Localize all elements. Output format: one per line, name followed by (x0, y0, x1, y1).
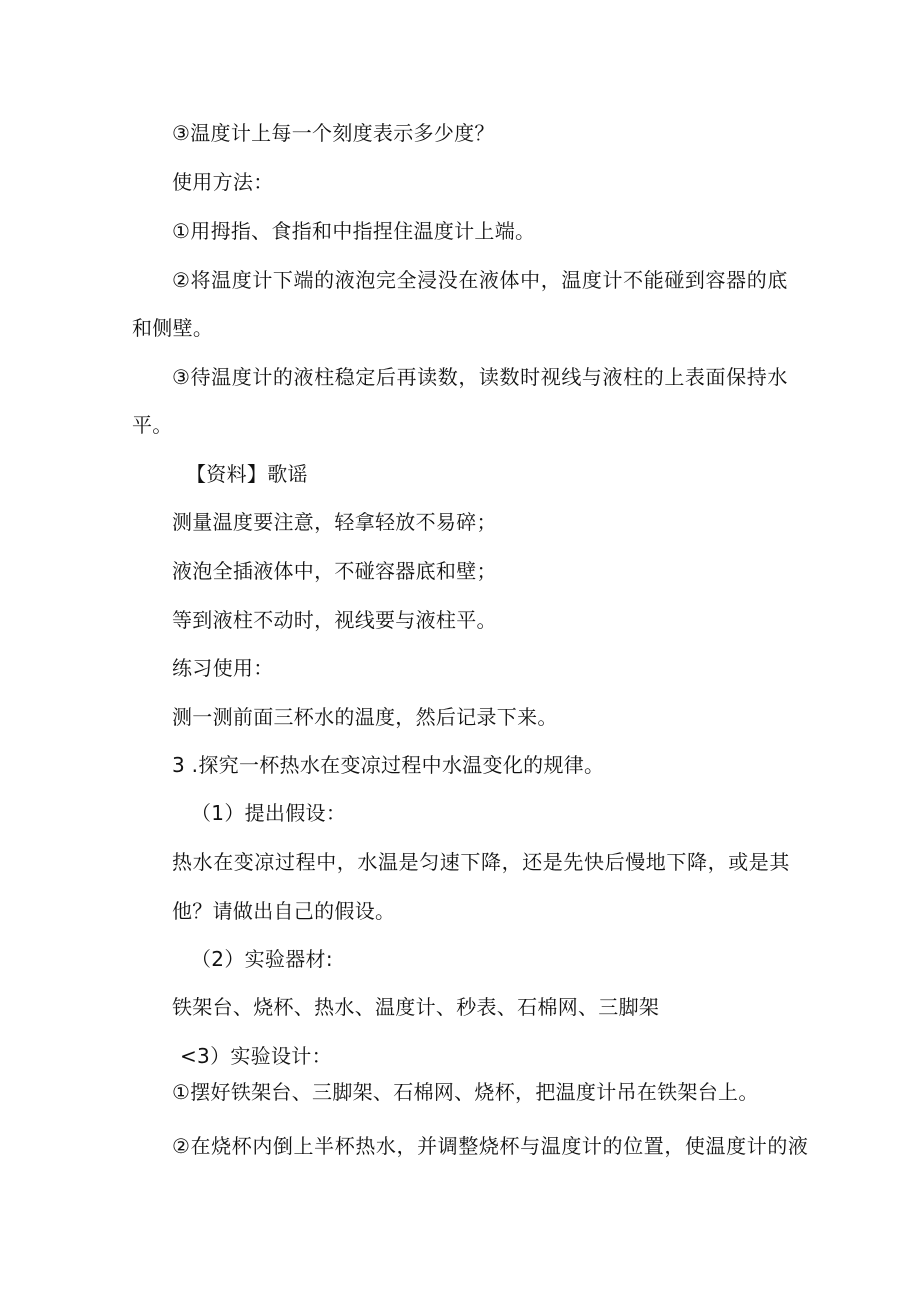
paragraph-line: ③待温度计的液柱稳定后再读数，读数时视线与液柱的上表面保持水 (172, 365, 788, 389)
paragraph-line: ②在烧杯内倒上半杯热水，并调整烧杯与温度计的位置，使温度计的液 (172, 1134, 809, 1158)
paragraph-line: ③温度计上每一个刻度表示多少度？ (172, 121, 495, 145)
paragraph-line: 使用方法： (172, 170, 274, 194)
paragraph-line: 热水在变凉过程中，水温是匀速下降，还是先快后慢地下降，或是其 (172, 850, 790, 874)
paragraph-line: 平。 (132, 413, 173, 437)
paragraph-line: 液泡全插液体中，不碰容器底和壁； (172, 559, 497, 583)
paragraph-line: 练习使用： (172, 656, 274, 680)
paragraph-line: 铁架台、烧杯、热水、温度计、秒表、石棉网、三脚架 (172, 995, 660, 1019)
paragraph-line: 等到液柱不动时，视线要与液柱平。 (172, 608, 497, 632)
section-heading: 【资料】歌谣 (186, 462, 308, 486)
paragraph-line: ①用拇指、食指和中指捏住温度计上端。 (172, 219, 536, 243)
paragraph-line: ①摆好铁架台、三脚架、石棉网、烧杯，把温度计吊在铁架台上。 (172, 1080, 759, 1104)
paragraph-line: 他？请做出自己的假设。 (172, 899, 396, 923)
paragraph-line: 和侧壁。 (132, 316, 214, 340)
paragraph-line: ②将温度计下端的液泡完全浸没在液体中，温度计不能碰到容器的底 (172, 268, 788, 292)
paragraph-line: 测一测前面三杯水的温度，然后记录下来。 (172, 705, 558, 729)
section-heading: 3 .探究一杯热水在变凉过程中水温变化的规律。 (172, 753, 605, 777)
subsection-heading: （2）实验器材: (191, 947, 333, 971)
paragraph-line: 测量温度要注意，轻拿轻放不易碎； (172, 510, 497, 534)
subsection-heading: （1）提出假设： (191, 801, 347, 825)
subsection-heading: <3）实验设计： (180, 1044, 332, 1068)
